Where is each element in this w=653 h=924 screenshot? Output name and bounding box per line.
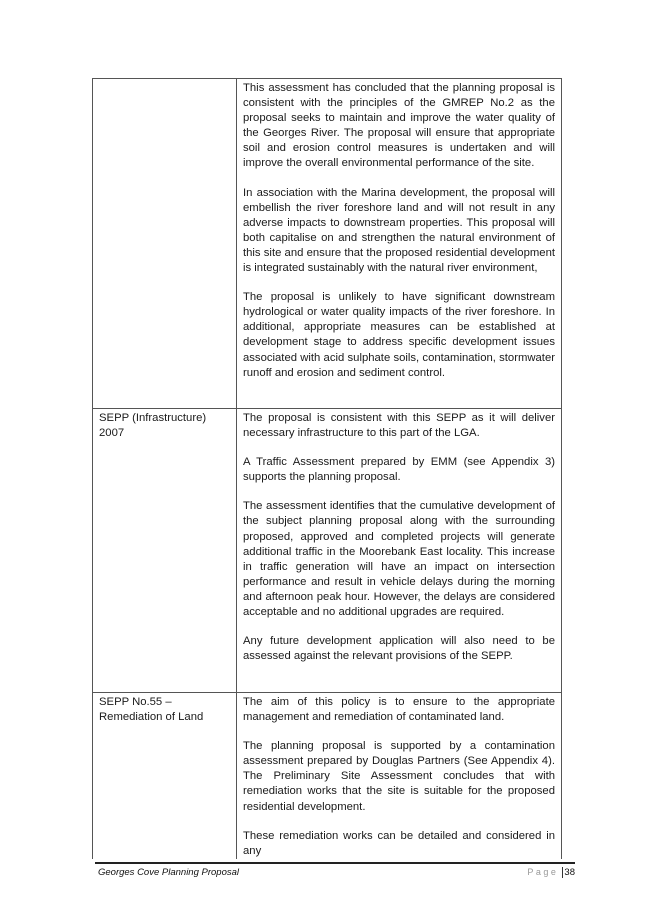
- paragraph: These remediation works can be detailed and considered in any: [243, 829, 555, 857]
- table-row: [93, 79, 562, 409]
- row-label: [93, 79, 237, 409]
- row-label: SEPP (Infrastructure) 2007: [93, 409, 237, 693]
- row-label: SEPP No.55 –Remediation of Land: [93, 693, 237, 859]
- page-indicator: [527, 867, 575, 878]
- page-number: 38: [564, 867, 575, 878]
- row-content: [237, 409, 562, 693]
- paragraph: The aim of this policy is to ensure to the appropriate management and remediation of contaminated land.: [243, 696, 555, 724]
- paragraph: A Traffic Assessment prepared by EMM (see Appendix 3) supports the planning proposal.: [243, 456, 555, 484]
- page-footer: [95, 862, 575, 878]
- row-content: [237, 79, 562, 409]
- table-row: [93, 409, 562, 693]
- planning-consistency-table: [92, 78, 562, 859]
- paragraph: The proposal is consistent with this SEPP as it will deliver necessary infrastructure to this part of the LGA.: [243, 412, 555, 440]
- paragraph: This assessment has concluded that the planning proposal is consistent with the principles of the GMREP No.2 as the proposal seeks to maintain and improve the water quality of the Georges River. The proposal will ensure that appropriate soil and erosion control measures is undertaken and will improve the overall environmental performance of the site.: [243, 82, 555, 170]
- paragraph: The proposal is unlikely to have significant downstream hydrological or water quality impacts of the river foreshore. In additional, appropriate measures can be established at development stage to address specific development issues associated with acid sulphate soils, contamination, stormwater runoff and erosion and sediment control.: [243, 291, 555, 379]
- paragraph: The planning proposal is supported by a contamination assessment prepared by Douglas Partners (See Appendix 4). The Preliminary Site Assessment concludes that with remediation works that the site is suitable for the proposed residential development.: [243, 740, 555, 813]
- paragraph: Any future development application will also need to be assessed against the relevant provisions of the SEPP.: [243, 635, 555, 663]
- table-row: [93, 693, 562, 859]
- paragraph: In association with the Marina development, the proposal will embellish the river foreshore land and will not result in any adverse impacts to downstream properties. This proposal will both capitalise on and strengthen the natural environment of this site and ensure that the proposed residential development is integrated sustainably with the natural river environment,: [243, 186, 555, 275]
- row-content: [237, 693, 562, 859]
- document-title: Georges Cove Planning Proposal: [98, 867, 240, 878]
- page-word: Page: [527, 867, 559, 877]
- paragraph: The assessment identifies that the cumulative development of the subject planning proposal along with the surrounding proposed, approved and completed projects will generate additional traffic in the Moorebank East locality. This increase in traffic generation will have an impact on intersection performance and result in vehicle delays during the morning and afternoon peak hour. However, the delays are considered acceptable and no additional upgrades are required.: [243, 500, 555, 619]
